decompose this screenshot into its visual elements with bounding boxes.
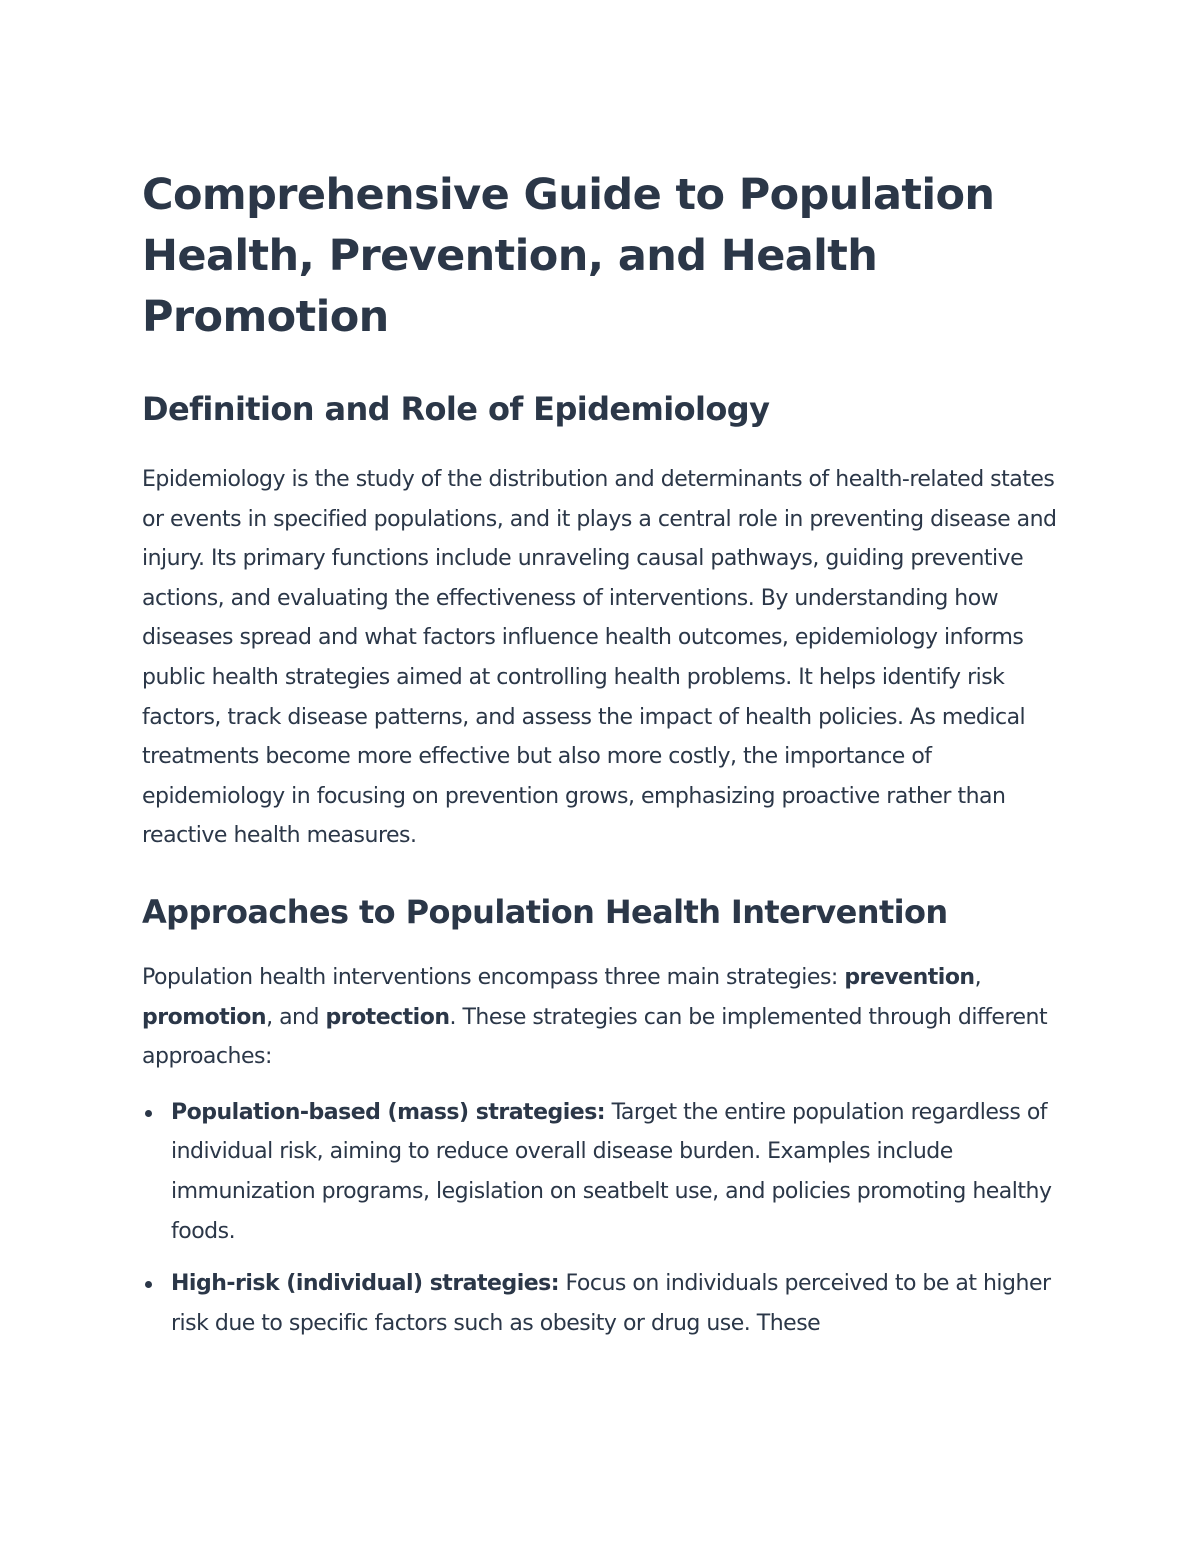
list-item-text: Focus on individuals perceived to be at higher risk due to specific factors such as obesity or drug use. These xyxy=(171,1271,1051,1336)
term-protection: protection xyxy=(325,1004,450,1030)
document-page xyxy=(142,165,1067,1356)
term-prevention: prevention xyxy=(844,964,975,990)
section-heading-interventions: Approaches to Population Health Intervention xyxy=(142,892,948,931)
paragraph-epidemiology: Epidemiology is the study of the distribution and determinants of health-related states or events in specified populations, and it plays a central role in preventing disease and injury. Its primary functions include unraveling causal pathways, guiding preventive actions, and evaluating the effectiveness of interventions. By understanding how diseases spread and what factors influence health outcomes, epidemiology informs public health strategies aimed at controlling health problems. It helps identify risk factors, track disease patterns, and assess the impact of health policies. As medical treatments become more effective but also more costly, the importance of epidemiology in focusing on prevention grows, emphasizing proactive rather than reactive health measures. xyxy=(142,467,1057,849)
list-item-text: Target the entire population regardless of individual risk, aiming to reduce overall disease burden. Examples include immunization programs, legislation on seatbelt use, and policies promoting healthy foods. xyxy=(171,1099,1052,1244)
intro-separator: , and xyxy=(266,1004,326,1030)
bullet-icon xyxy=(145,1281,152,1288)
intro-text: Population health interventions encompass three main strategies: xyxy=(142,964,845,990)
list-item-term: Population-based (mass) strategies: xyxy=(171,1099,606,1125)
list-item xyxy=(142,1264,1067,1343)
strategy-list xyxy=(142,1093,1067,1344)
paragraph-interventions-intro xyxy=(142,958,1067,1077)
bullet-icon xyxy=(145,1110,152,1117)
term-promotion: promotion xyxy=(142,1004,267,1030)
intro-separator: , xyxy=(974,964,982,990)
intro-text: . These strategies can be implemented through different approaches: xyxy=(142,1004,1048,1070)
list-item-term: High-risk (individual) strategies: xyxy=(171,1271,560,1297)
page-title: Comprehensive Guide to Population Health, Prevention, and Health Promotion xyxy=(142,170,995,342)
section-heading-epidemiology: Definition and Role of Epidemiology xyxy=(142,390,770,428)
list-item xyxy=(142,1093,1067,1251)
